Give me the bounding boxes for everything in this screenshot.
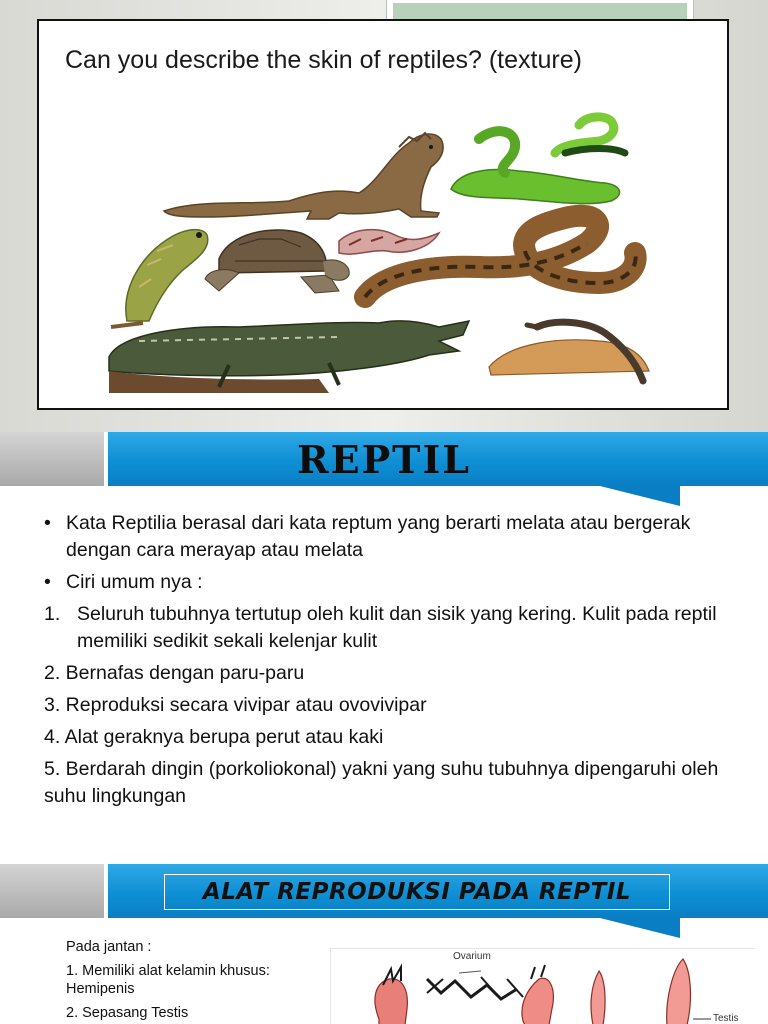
numbered-item: 3. Reproduksi secara vivipar atau ovovivipar [44,694,427,716]
reptiles-illustration [39,21,727,408]
bullet-text: Ciri umum nya : [66,571,203,593]
banner-gray-block [0,864,104,918]
crocodile-illustration [109,321,469,393]
banner-gray-block [0,432,104,486]
slide-title: ALAT REPRODUKSI PADA REPTIL [202,879,632,905]
bullet-icon: • [44,571,51,593]
slide-alat-reproduksi [0,864,768,1024]
numbered-item: 2. Bernafas dengan paru-paru [44,662,305,684]
testis-label: Testis [713,1013,739,1024]
bullet-item [44,510,724,564]
slide-reptile-skin [0,0,768,432]
numbered-item [44,601,724,655]
numbered-item: 5. Berdarah dingin (porkoliokonal) yakni yang suhu tubuhnya dipengaruhi oleh suhu lingkungan [44,758,719,807]
ovarium-label: Ovarium [453,951,491,962]
bullet-icon: • [44,512,51,534]
corn-snake-illustration [339,230,439,255]
numbered-item: 4. Alat geraknya berupa perut atau kaki [44,726,384,748]
item-number: 1. [44,603,61,625]
python-illustration [365,216,636,297]
slide-content [44,510,724,815]
slide-title: REPTIL [297,437,471,482]
slide-reptil [0,432,768,836]
banner-tail [600,918,680,938]
text-line: 1. Memiliki alat kelamin khusus: Hemipenis [66,963,270,997]
chameleon-illustration [111,230,208,327]
bullet-text: Kata Reptilia berasal dari kata reptum yang berarti melata atau bergerak dengan cara merayap atau melata [66,512,691,561]
reproductive-organ-diagram [330,948,755,1024]
monitor-lizard-illustration [489,322,649,381]
iguana-illustration [164,133,443,219]
bullet-item [44,569,724,596]
title-box [164,874,670,910]
text-line: Pada jantan : [66,939,152,955]
tortoise-illustration [205,230,349,293]
slide-content [66,938,316,1024]
text-line: 2. Sepasang Testis [66,1005,189,1021]
slide-question: Can you describe the skin of reptiles? (texture) [65,46,582,74]
green-snake-illustration [451,117,625,204]
picture-frame [37,19,729,410]
banner-tail [600,486,680,506]
organ-illustration [331,949,755,1024]
item-text: Seluruh tubuhnya tertutup oleh kulit dan sisik yang kering. Kulit pada reptil memiliki sedikit sekali kelenjar kulit [77,603,717,652]
